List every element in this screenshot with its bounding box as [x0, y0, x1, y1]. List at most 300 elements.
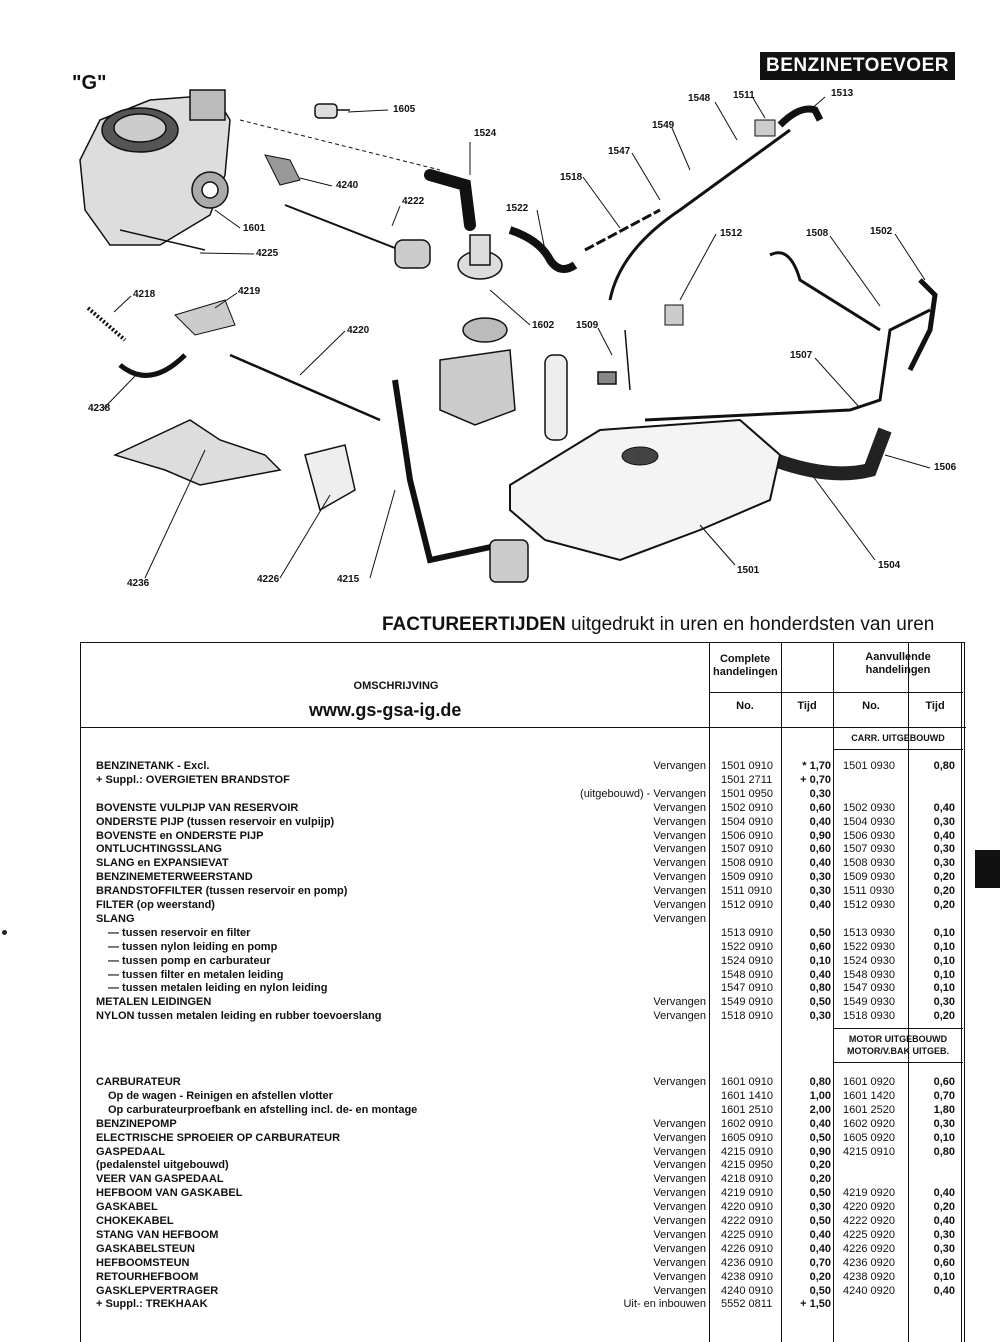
- additional-operation-number: 1549 0930: [843, 996, 895, 1009]
- table-row: [81, 1172, 966, 1186]
- website-url: www.gs-gsa-ig.de: [309, 700, 462, 720]
- additional-operation-number: 1507 0930: [843, 843, 895, 856]
- additional-operation-time: 0,10: [933, 982, 955, 995]
- operation-action: Vervangen: [653, 1187, 706, 1200]
- operation-description: ONTLUCHTINGSSLANG: [96, 843, 222, 856]
- additional-operation-time: 0,30: [933, 1228, 955, 1241]
- complete-operation-time: 0,50: [809, 1187, 831, 1200]
- complete-operation-number: 1601 1410: [721, 1089, 773, 1102]
- sender-1509: [545, 330, 630, 440]
- additional-operation-time: 0,60: [933, 1256, 955, 1269]
- complete-operation-time: 0,40: [809, 1242, 831, 1255]
- part-label: 4236: [127, 578, 150, 589]
- additional-operation-time: 0,40: [933, 1215, 955, 1227]
- complete-operation-time: + 0,70: [800, 773, 831, 786]
- operation-description: HEFBOOMSTEUN: [96, 1256, 190, 1269]
- complete-operation-number: 4218 0910: [721, 1173, 773, 1186]
- operation-description: METALEN LEIDINGEN: [96, 996, 212, 1009]
- additional-operation-number: 1547 0930: [843, 982, 895, 995]
- complete-operation-time: 0,40: [809, 857, 831, 870]
- table-row: [81, 1145, 966, 1159]
- operation-description: BENZINEPOMP: [96, 1117, 177, 1130]
- complete-operation-number: 1511 0910: [721, 885, 773, 898]
- additional-header: Aanvullende handelingen: [865, 651, 931, 676]
- operation-description: STANG VAN HEFBOOM: [96, 1228, 219, 1241]
- operation-action: Vervangen: [653, 829, 706, 842]
- choke-knob-4222: [395, 240, 430, 268]
- complete-operation-number: 4226 0910: [721, 1242, 773, 1255]
- part-label: 1513: [831, 88, 854, 99]
- injector-1605: [315, 104, 350, 118]
- operation-description: — tussen pomp en carburateur: [108, 954, 271, 967]
- operation-description: — tussen filter en metalen leiding: [108, 968, 284, 981]
- table-row: [81, 1270, 966, 1284]
- part-label: 4219: [238, 286, 261, 297]
- table-row: [81, 1242, 966, 1256]
- operation-description: BENZINETANK - Excl.: [96, 760, 210, 772]
- complete-operation-time: 0,40: [809, 815, 831, 828]
- part-label: 1549: [652, 120, 675, 131]
- table-row: [81, 940, 966, 954]
- operation-action: Vervangen: [653, 857, 706, 870]
- box-motor-2: MOTOR/V.BAK UITGEB.: [846, 1046, 949, 1056]
- additional-operation-number: 4226 0920: [843, 1242, 895, 1255]
- additional-operation-number: 1504 0930: [843, 815, 895, 828]
- complete-operation-time: + 1,50: [800, 1298, 831, 1311]
- complete-operation-number: 4238 0910: [721, 1270, 773, 1283]
- complete-operation-number: 4236 0910: [721, 1256, 773, 1269]
- operation-description: SLANG: [96, 912, 135, 925]
- complete-operation-time: 0,40: [809, 968, 831, 981]
- additional-operation-time: 0,10: [933, 954, 955, 967]
- operation-action: Vervangen: [653, 871, 706, 884]
- hose-1504: [775, 430, 885, 473]
- complete-operation-number: 1504 0910: [721, 815, 773, 828]
- additional-operation-number: 1506 0930: [843, 829, 895, 842]
- part-label: 1502: [870, 226, 893, 237]
- operation-description: GASPEDAAL: [96, 1145, 166, 1158]
- table-row: [81, 1256, 966, 1270]
- complete-operation-number: 1522 0910: [721, 940, 773, 953]
- filter-1511: [755, 120, 775, 136]
- complete-operation-number: 4225 0910: [721, 1228, 773, 1241]
- part-label: 1548: [688, 93, 711, 104]
- additional-operation-time: 0,10: [933, 1131, 955, 1144]
- complete-operation-number: 4240 0910: [721, 1284, 773, 1297]
- table-row: [81, 1200, 966, 1214]
- part-label: 1501: [737, 565, 760, 576]
- operation-action: Vervangen: [653, 1270, 706, 1283]
- operation-description: ONDERSTE PIJP (tussen reservoir en vulpijp): [96, 815, 335, 828]
- complete-operation-time: 0,40: [809, 1228, 831, 1241]
- operation-description: GASKLEPVERTRAGER: [96, 1284, 219, 1297]
- table-row: [81, 1009, 966, 1023]
- additional-operation-time: 0,20: [933, 885, 955, 898]
- complete-operation-number: 1509 0910: [721, 871, 773, 884]
- table-row: [81, 981, 966, 995]
- no-label-2: No.: [862, 700, 880, 712]
- part-label: 4238: [88, 403, 111, 414]
- part-label: 1504: [878, 560, 901, 571]
- operation-description: VEER VAN GASPEDAAL: [96, 1173, 224, 1186]
- operation-action: Vervangen: [653, 815, 706, 828]
- additional-operation-number: 1518 0930: [843, 1010, 895, 1023]
- additional-operation-number: 1512 0930: [843, 899, 895, 911]
- additional-operation-time: 0,10: [933, 940, 955, 953]
- complete-operation-number: 1506 0910: [721, 829, 773, 842]
- operation-action: Vervangen: [653, 1076, 706, 1088]
- additional-operation-number: 1601 1420: [843, 1089, 895, 1102]
- complete-operation-number: 5552 0811: [721, 1298, 773, 1311]
- complete-operation-time: 0,50: [809, 1131, 831, 1144]
- operation-description: BOVENSTE en ONDERSTE PIJP: [96, 829, 264, 842]
- table-row: [81, 1131, 966, 1145]
- complete-operation-number: 1513 0910: [721, 926, 773, 939]
- additional-operation-number: 4219 0920: [843, 1187, 895, 1200]
- table-row: [81, 787, 966, 801]
- table-row: [81, 870, 966, 884]
- additional-operation-time: 0,30: [933, 996, 955, 1009]
- additional-operation-time: 0,10: [933, 968, 955, 981]
- complete-operation-number: 1518 0910: [721, 1010, 773, 1023]
- operation-action: Vervangen: [653, 1228, 706, 1241]
- line-1549: [610, 130, 790, 300]
- additional-operation-number: 4236 0920: [843, 1256, 895, 1269]
- part-label: 1508: [806, 228, 829, 239]
- part-4240: [265, 155, 300, 185]
- margin-dot: [2, 930, 7, 935]
- pipe-1502: [910, 280, 935, 370]
- table-row: [81, 926, 966, 940]
- complete-operation-time: 0,80: [809, 982, 831, 995]
- operation-action: Vervangen: [653, 1173, 706, 1186]
- side-tab: [975, 850, 1000, 888]
- complete-operation-time: 0,10: [809, 954, 831, 967]
- complete-operation-number: 4219 0910: [721, 1187, 773, 1200]
- operation-action: Vervangen: [653, 843, 706, 856]
- fuel-tank-1501: [510, 420, 780, 560]
- part-label: 1602: [532, 320, 555, 331]
- additional-operation-time: 0,30: [933, 857, 955, 870]
- complete-operation-time: 0,30: [809, 1201, 831, 1214]
- part-label: 4226: [257, 574, 280, 585]
- table-row: [81, 842, 966, 856]
- complete-operation-time: 0,80: [809, 1076, 831, 1088]
- complete-operation-time: 0,50: [809, 926, 831, 939]
- operation-description: BOVENSTE VULPIJP VAN RESERVOIR: [96, 801, 299, 814]
- complete-operation-time: 0,90: [809, 1145, 831, 1158]
- complete-operation-number: 1501 2711: [721, 773, 773, 786]
- additional-operation-time: 0,10: [933, 1270, 955, 1283]
- complete-operation-time: 0,50: [809, 1284, 831, 1297]
- table-row: [81, 1297, 966, 1311]
- complete-operation-time: 0,20: [809, 1173, 831, 1186]
- operation-description: NYLON tussen metalen leiding en rubber toevoerslang: [96, 1010, 382, 1023]
- complete-operation-time: 0,20: [809, 1270, 831, 1283]
- table-row: [81, 1284, 966, 1298]
- additional-operation-number: 1501 0930: [843, 760, 895, 772]
- carburettor-drawing: [80, 90, 230, 250]
- additional-operation-number: 1602 0920: [843, 1117, 895, 1130]
- table-row: [81, 1089, 966, 1103]
- part-label: 1509: [576, 320, 599, 331]
- table-row: [81, 954, 966, 968]
- operation-description: BRANDSTOFFILTER (tussen reservoir en pomp): [96, 885, 348, 898]
- box-motor-1: MOTOR UITGEBOUWD: [848, 1034, 948, 1044]
- lever-4219: [175, 300, 235, 335]
- complete-operation-number: 4215 0910: [721, 1145, 773, 1158]
- operation-description: ELECTRISCHE SPROEIER OP CARBURATEUR: [96, 1131, 341, 1144]
- bracket-4226: [305, 445, 355, 510]
- complete-operation-number: 1602 0910: [721, 1117, 773, 1130]
- additional-operation-time: 0,20: [933, 1010, 955, 1023]
- operation-action: Vervangen: [653, 1131, 706, 1144]
- operation-description: GASKABELSTEUN: [96, 1242, 196, 1255]
- complete-operation-number: 1605 0910: [721, 1131, 773, 1144]
- table-row: [81, 1117, 966, 1131]
- part-label: 1507: [790, 350, 813, 361]
- additional-operation-number: 4225 0920: [843, 1228, 895, 1241]
- additional-operation-time: 0,30: [933, 843, 955, 856]
- part-label: 1511: [733, 90, 755, 101]
- operation-description: CARBURATEUR: [96, 1076, 181, 1088]
- no-label-1: No.: [736, 700, 754, 712]
- pipe-1508: [770, 253, 880, 330]
- table-row: [81, 1228, 966, 1242]
- complete-operation-number: 1507 0910: [721, 843, 773, 856]
- complete-operation-number: 4215 0950: [721, 1159, 773, 1172]
- operation-description: Op de wagen - Reinigen en afstellen vlotter: [108, 1089, 333, 1102]
- hose-1524: [430, 175, 470, 225]
- table-row: [81, 1103, 966, 1117]
- additional-operation-time: 0,60: [933, 1076, 955, 1088]
- additional-operation-time: 0,80: [933, 1145, 955, 1158]
- part-label: 4222: [402, 196, 425, 207]
- table-row: [81, 1075, 966, 1089]
- operation-action: Vervangen: [653, 1215, 706, 1227]
- table-row: [81, 1158, 966, 1172]
- complete-operation-time: 0,30: [809, 871, 831, 884]
- additional-operation-time: 0,40: [933, 1284, 955, 1297]
- complete-operation-time: 0,60: [809, 940, 831, 953]
- operation-action: Vervangen: [653, 899, 706, 911]
- complete-operation-time: 0,30: [809, 787, 831, 800]
- complete-operation-time: 0,70: [809, 1256, 831, 1269]
- additional-operation-number: 1502 0930: [843, 801, 895, 814]
- operation-action: Vervangen: [653, 1256, 706, 1269]
- additional-operation-time: 0,30: [933, 815, 955, 828]
- table-row: [81, 1214, 966, 1228]
- additional-operation-number: 1511 0930: [843, 885, 895, 898]
- complete-operation-time: 0,40: [809, 1117, 831, 1130]
- additional-operation-number: 1524 0930: [843, 954, 895, 967]
- part-label: 1522: [506, 203, 529, 214]
- complete-operation-number: 1549 0910: [721, 996, 773, 1009]
- complete-operation-number: 1501 0910: [721, 760, 773, 772]
- complete-operation-number: 4222 0910: [721, 1215, 773, 1227]
- operation-description: Op carburateurproefbank en afstelling incl. de- en montage: [108, 1103, 418, 1116]
- part-label: 4215: [337, 574, 360, 585]
- additional-operation-number: 4240 0920: [843, 1284, 895, 1297]
- box-carr: CARR. UITGEBOUWD: [851, 733, 945, 743]
- complete-operation-time: 0,30: [809, 1010, 831, 1023]
- operation-action: Vervangen: [653, 760, 706, 772]
- operation-description: BENZINEMETERWEERSTAND: [96, 871, 253, 884]
- additional-operation-time: 1,80: [933, 1103, 955, 1116]
- complete-operation-time: 0,60: [809, 843, 831, 856]
- complete-operation-number: 1501 0950: [721, 787, 773, 800]
- complete-operation-number: 4220 0910: [721, 1201, 773, 1214]
- operation-action: Vervangen: [653, 1010, 706, 1023]
- operation-description: — tussen reservoir en filter: [108, 926, 251, 939]
- billing-title-rest: uitgedrukt in uren en honderdsten van uren: [565, 614, 935, 635]
- table-row: [81, 829, 966, 843]
- operation-description: CHOKEKABEL: [96, 1215, 174, 1227]
- complete-operation-number: 1508 0910: [721, 857, 773, 870]
- operation-action: Vervangen: [653, 1159, 706, 1172]
- part-label: 4225: [256, 248, 279, 259]
- table-row: [81, 801, 966, 815]
- view-label: "G": [72, 72, 107, 94]
- operation-action: Vervangen: [653, 912, 706, 925]
- exploded-parts-diagram: [0, 60, 1000, 620]
- additional-operation-time: 0,40: [933, 1187, 955, 1200]
- fuel-pump-1602: [440, 235, 515, 425]
- table-row: [81, 815, 966, 829]
- part-label: 4240: [336, 180, 359, 191]
- operation-description: + Suppl.: TREKHAAK: [96, 1298, 208, 1311]
- complete-operation-number: 1601 2510: [721, 1103, 773, 1116]
- additional-operation-number: 1513 0930: [843, 926, 895, 939]
- spring-4218: [88, 308, 125, 340]
- bracket-4236: [115, 420, 280, 485]
- operation-action: Vervangen: [653, 1242, 706, 1255]
- additional-operation-number: 1601 0920: [843, 1076, 895, 1088]
- hose-1513: [780, 109, 820, 125]
- additional-operation-number: 4222 0920: [843, 1215, 895, 1227]
- complete-operation-time: 0,30: [809, 885, 831, 898]
- additional-operation-time: 0,20: [933, 1201, 955, 1214]
- line-1518: [585, 210, 660, 250]
- billing-table: [80, 642, 965, 1342]
- operation-action: Vervangen: [653, 1284, 706, 1297]
- table-row: [81, 856, 966, 870]
- part-label: 1518: [560, 172, 583, 183]
- complete-operation-number: 1502 0910: [721, 801, 773, 814]
- complete-operation-number: 1524 0910: [721, 954, 773, 967]
- description-header: OMSCHRIJVING: [353, 680, 439, 692]
- operation-description: GASKABEL: [96, 1201, 158, 1214]
- table-row: [81, 1186, 966, 1200]
- operation-action: Vervangen: [653, 996, 706, 1009]
- pipe-1507: [645, 310, 930, 420]
- additional-operation-number: 1509 0930: [843, 871, 895, 884]
- section-badge: BENZINETOEVOER: [760, 52, 955, 80]
- additional-operation-time: 0,70: [933, 1089, 955, 1102]
- operation-action: Uit- en inbouwen: [623, 1298, 706, 1311]
- additional-operation-number: 1605 0920: [843, 1131, 895, 1144]
- operation-description: — tussen nylon leiding en pomp: [108, 940, 278, 953]
- additional-operation-number: 1508 0930: [843, 857, 895, 870]
- operation-description: HEFBOOM VAN GASKABEL: [96, 1187, 243, 1200]
- table-row: [81, 968, 966, 982]
- additional-operation-time: 0,30: [933, 1117, 955, 1130]
- table-row: [81, 898, 966, 912]
- additional-operation-time: 0,20: [933, 899, 955, 911]
- operation-action: Vervangen: [653, 885, 706, 898]
- operation-action: Vervangen: [653, 1117, 706, 1130]
- lever-4238: [120, 355, 185, 375]
- filter-1512: [665, 305, 683, 325]
- operation-description: RETOURHEFBOOM: [96, 1270, 199, 1283]
- table-row: [81, 884, 966, 898]
- complete-operation-time: 0,90: [809, 829, 831, 842]
- additional-operation-number: 1548 0930: [843, 968, 895, 981]
- additional-operation-time: 0,30: [933, 1242, 955, 1255]
- part-label: 4220: [347, 325, 370, 336]
- additional-operation-number: 4238 0920: [843, 1270, 895, 1283]
- operation-action: Vervangen: [653, 1145, 706, 1158]
- additional-operation-time: 0,40: [933, 801, 955, 814]
- part-label: 1547: [608, 146, 631, 157]
- complete-operation-time: 0,40: [809, 899, 831, 911]
- part-label: 1605: [393, 104, 416, 115]
- operation-action: Vervangen: [653, 1201, 706, 1214]
- part-label: 1512: [720, 228, 743, 239]
- additional-operation-time: 0,40: [933, 829, 955, 842]
- additional-operation-time: 0,20: [933, 871, 955, 884]
- complete-operation-time: 0,50: [809, 996, 831, 1009]
- additional-operation-time: 0,10: [933, 926, 955, 939]
- operation-action: Vervangen: [653, 801, 706, 814]
- complete-operation-time: 1,00: [809, 1089, 831, 1102]
- part-label: 1524: [474, 128, 497, 139]
- additional-operation-number: 1601 2520: [843, 1103, 895, 1116]
- operation-action: (uitgebouwd) - Vervangen: [580, 787, 706, 800]
- part-label: 4218: [133, 289, 156, 300]
- additional-operation-number: 4215 0910: [843, 1145, 895, 1158]
- operation-description: SLANG en EXPANSIEVAT: [96, 857, 229, 870]
- operation-description: FILTER (op weerstand): [96, 899, 215, 911]
- billing-title-bold: FACTUREERTIJDEN: [382, 614, 566, 635]
- table-row: [81, 995, 966, 1009]
- billing-title: [382, 614, 934, 636]
- additional-operation-time: 0,80: [933, 760, 955, 772]
- operation-description: (pedalenstel uitgebouwd): [96, 1159, 229, 1172]
- complete-operation-time: 2,00: [809, 1103, 831, 1116]
- table-row: [81, 773, 966, 787]
- complete-operation-time: 0,50: [809, 1215, 831, 1227]
- time-label-2: Tijd: [925, 700, 945, 712]
- operation-description: + Suppl.: OVERGIETEN BRANDSTOF: [96, 773, 290, 786]
- time-label-1: Tijd: [797, 700, 817, 712]
- table-row: [81, 759, 966, 773]
- additional-operation-number: 4220 0920: [843, 1201, 895, 1214]
- complete-operation-time: * 1,70: [802, 760, 831, 772]
- additional-operation-number: 1522 0930: [843, 940, 895, 953]
- part-label: 1506: [934, 462, 957, 473]
- complete-header: Complete handelingen: [713, 653, 778, 678]
- table-row: [81, 912, 966, 926]
- complete-operation-number: 1547 0910: [721, 982, 773, 995]
- complete-operation-time: 0,20: [809, 1159, 831, 1172]
- operation-description: — tussen metalen leiding en nylon leiding: [108, 982, 328, 995]
- complete-operation-time: 0,60: [809, 801, 831, 814]
- complete-operation-number: 1548 0910: [721, 968, 773, 981]
- part-label: 1601: [243, 223, 266, 234]
- complete-operation-number: 1601 0910: [721, 1076, 773, 1088]
- complete-operation-number: 1512 0910: [721, 899, 773, 911]
